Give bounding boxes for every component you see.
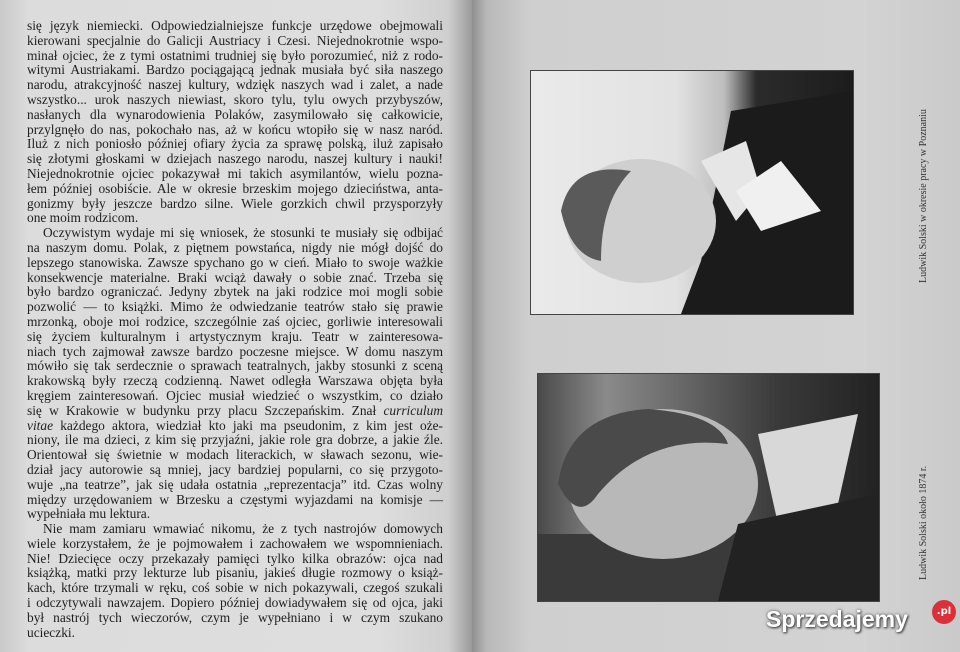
text-line: był nastrój tych wieczorów, czym je wypełniano i w czym szukano (27, 609, 443, 625)
text-line: konsekwencje materialne. Braki wciąż dawały o sobie znać. Trzeba się (27, 269, 443, 285)
text-line: lepszego stanowiska. Zawsze spychano go w cień. Miało to swoje ważkie (27, 254, 443, 270)
text-line: i odczytywali nawzajem. Dopiero później dowiadywałem się od ojca, jaki (27, 595, 443, 611)
text-line: Niejednokrotnie ojciec pokazywał mi takich asymilantów, wielu pozna- (27, 165, 443, 181)
photo-caption-top: Ludwik Solski w okresie pracy w Poznaniu (918, 109, 929, 283)
text-line: przylgnęło do nas, pokochało nas, aż w końcu wtopiło się w nasz naród. (27, 121, 443, 137)
text-line: Iluż z nich poniosło później ofiary życia za sprawę polską, iluż zapisało (27, 136, 443, 152)
text-line: było bardzo ograniczać. Jedyny zbytek na jaki rodzice moi mogli sobie (27, 284, 443, 300)
text-line: się złotymi głoskami w dziejach naszego narodu, naszej kultury i nauki! (27, 151, 443, 167)
portrait-profile-illustration (531, 71, 853, 314)
text-line: łem później osobiście. Ale w okresie brzeskim mojego dzieciństwa, anta- (27, 180, 443, 196)
text-line: nasłanych dla wynarodowienia Polaków, zasymilowało się całkowicie, (27, 106, 443, 122)
text-line: między urzędowaniem w Brzesku a częstymi wyjazdami na komisje — (27, 491, 443, 507)
italic-text: vitae (27, 417, 54, 433)
text-line (27, 419, 443, 434)
text-line: kierowani specjalnie do Galicji Austriacy i Czesi. Niejednokrotnie wspo- (27, 32, 443, 48)
text-line: wypełniała mu lektura. (27, 506, 151, 522)
body-text (27, 19, 443, 640)
watermark-badge: .pl (932, 600, 956, 624)
text-line: Nie! Dziecięce oczy przekazały pamięci tylko kilka obrazów: ojca nad (27, 550, 443, 566)
photo-caption-bottom: Ludwik Solski około 1874 r. (918, 465, 929, 580)
text-line: Orientował się świetnie w modach literackich, w sławach sezonu, wie- (27, 447, 443, 463)
text-line: kach, które trzymali w ręku, coś sobie w nich pokazywali, czegoś szukali (27, 580, 443, 596)
text-line: krakowską były rzeczą codzienną. Nawet odległa Warszawa objęta była (27, 373, 443, 389)
text-line: Nie mam zamiaru wmawiać nikomu, że z tych nastrojów domowych (43, 521, 443, 537)
portrait-photo-top (530, 70, 854, 315)
text-line: się język niemiecki. Odpowiedzialniejsze funkcje urzędowe obejmowali (27, 18, 443, 33)
left-page (0, 0, 472, 652)
text-line: kręgiem zainteresowań. Ojciec musiał wiedzieć o wszystkim, co działo (27, 387, 443, 403)
text-line: mrzonką, oboje moi rodzice, szczególnie zaś ojciec, gorliwie interesowali (27, 313, 443, 329)
text-line: wuje „na teatrze”, jak się udała ostatnia „reprezentacja” itd. Czas wolny (27, 476, 443, 492)
text-line: książką, matki przy lekturze lub pisaniu, jakieś długie rozmowy o książ- (27, 565, 443, 581)
text-line: witymi Austriakami. Bardzo pociągającą jednak musiała być siła naszego (27, 62, 443, 78)
text-line: pozwolić — to książki. Mimo że odwiedzanie teatrów stało się prawie (27, 299, 443, 315)
text-line: wiele korzystałem, że je pojmowałem i zachowałem we wspomnieniach. (27, 535, 443, 551)
text-line: Oczywistym wydaje mi się wniosek, że stosunki te musiały się odbijać (43, 225, 443, 241)
text-segment: się w Krakowie w budynku przy placu Szczepańskim. Znał (27, 402, 377, 418)
text-line: niony, ile ma dzieci, z kim się przyjaźni, jakie role gra dobrze, a jakie źle. (27, 432, 443, 448)
text-line: wszystko... urok naszych niewiast, skoro tylu, tylu owych przybyszów, (27, 91, 443, 107)
portrait-frontal-illustration (538, 374, 879, 601)
text-line: gonizmy były jeszcze bardzo silne. Wiele gorzkich chwil przysporzyły (27, 195, 443, 211)
text-line (27, 404, 443, 419)
text-line: minał ojciec, że z tymi ostatnimi trudniej się było porozumieć, niż z rodo- (27, 47, 443, 63)
text-line: mówiło się tak serdecznie o sprawach teatralnych, jakby stosunki z sceną (27, 358, 443, 374)
text-line: dział jacy autorowie są mniej, jacy bardziej popularni, co się przygoto- (27, 461, 443, 477)
watermark-logo: Sprzedajemy (766, 606, 908, 632)
portrait-photo-bottom (537, 373, 880, 602)
text-line: na naszym domu. Polak, z piętnem powstańca, nigdy nie mógł dojść do (27, 239, 443, 255)
text-line: niach tych zajmował zawsze bardzo poczesne miejsce. W domu naszym (27, 343, 443, 359)
text-line: narodu, atrakcyjność naszej kultury, wdzięk naszych wad i zalet, a nade (27, 77, 443, 93)
text-segment: każdego aktora, wiedział kto jaki ma pseudonim, z kim jest oże- (60, 417, 443, 433)
italic-text: curriculum (383, 402, 443, 418)
text-line: się życiem kulturalnym i artystycznym kraju. Teatr w zainteresowa- (27, 328, 443, 344)
text-line: one moim rodzicom. (27, 210, 139, 226)
text-line: ucieczki. (27, 624, 75, 640)
